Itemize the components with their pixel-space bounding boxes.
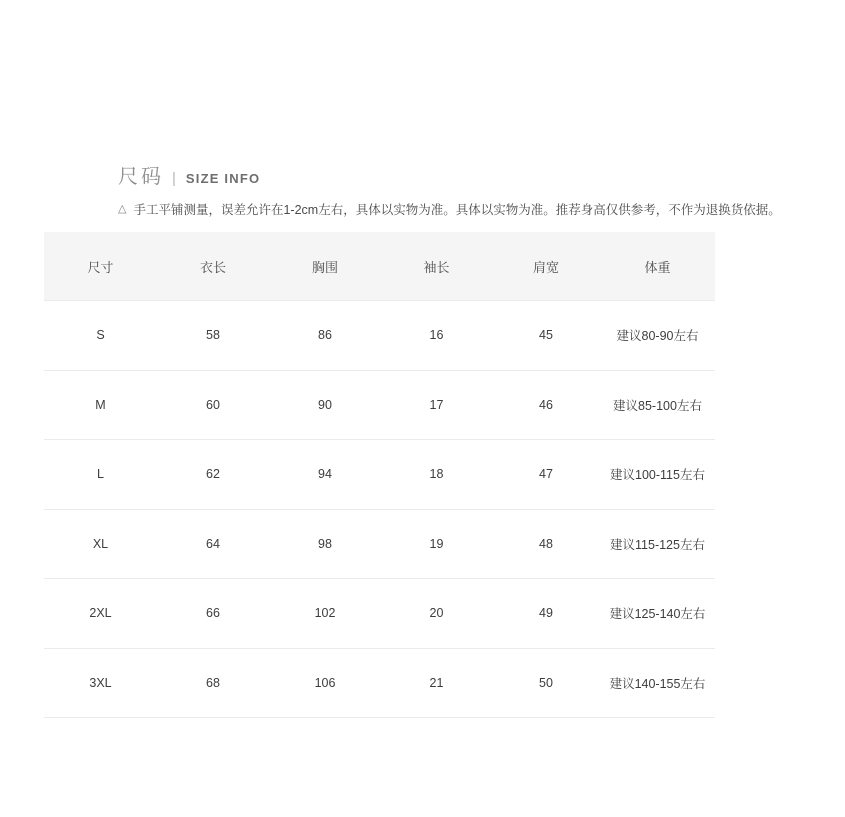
column-header-weight: 体重: [600, 232, 715, 301]
cell-shoulder: 46: [492, 370, 600, 440]
cell-size: L: [44, 440, 157, 510]
heading-title-cn: 尺码: [118, 166, 164, 188]
triangle-icon: △: [118, 202, 127, 215]
section-heading: [118, 160, 260, 189]
cell-shoulder: 49: [492, 579, 600, 649]
cell-size: S: [44, 301, 157, 371]
measurement-note: [118, 200, 781, 218]
cell-weight: 建议80-90左右: [600, 301, 715, 371]
size-table: [44, 232, 715, 718]
cell-weight: 建议85-100左右: [600, 370, 715, 440]
size-table-body: [44, 301, 715, 718]
table-row: [44, 370, 715, 440]
cell-length: 68: [157, 648, 269, 718]
measurement-note-text: 手工平铺测量，误差允许在1-2cm左右，具体以实物为准。具体以实物为准。推荐身高仅供参考，不作为退换货依据。: [133, 203, 781, 217]
cell-sleeve: 18: [381, 440, 492, 510]
cell-weight: 建议100-115左右: [600, 440, 715, 510]
cell-bust: 106: [269, 648, 381, 718]
cell-size: 2XL: [44, 579, 157, 649]
table-row: [44, 440, 715, 510]
column-header-length: 衣长: [157, 232, 269, 301]
cell-shoulder: 48: [492, 509, 600, 579]
cell-length: 60: [157, 370, 269, 440]
table-row: [44, 579, 715, 649]
table-row: [44, 648, 715, 718]
cell-bust: 86: [269, 301, 381, 371]
size-table-wrapper: [44, 232, 715, 718]
cell-length: 58: [157, 301, 269, 371]
cell-shoulder: 47: [492, 440, 600, 510]
cell-bust: 102: [269, 579, 381, 649]
column-header-size: 尺寸: [44, 232, 157, 301]
cell-size: M: [44, 370, 157, 440]
cell-bust: 94: [269, 440, 381, 510]
cell-sleeve: 16: [381, 301, 492, 371]
column-header-sleeve: 袖长: [381, 232, 492, 301]
cell-shoulder: 50: [492, 648, 600, 718]
table-row: [44, 509, 715, 579]
cell-size: 3XL: [44, 648, 157, 718]
cell-shoulder: 45: [492, 301, 600, 371]
table-header-row: [44, 232, 715, 301]
cell-sleeve: 20: [381, 579, 492, 649]
heading-title-en: SIZE INFO: [185, 171, 261, 186]
cell-bust: 98: [269, 509, 381, 579]
cell-sleeve: 21: [381, 648, 492, 718]
cell-length: 66: [157, 579, 269, 649]
size-table-head: [44, 232, 715, 301]
cell-size: XL: [44, 509, 157, 579]
cell-sleeve: 19: [381, 509, 492, 579]
cell-bust: 90: [269, 370, 381, 440]
table-row: [44, 301, 715, 371]
cell-length: 62: [157, 440, 269, 510]
heading-divider: |: [172, 170, 176, 187]
cell-weight: 建议115-125左右: [600, 509, 715, 579]
column-header-shoulder: 肩宽: [492, 232, 600, 301]
cell-weight: 建议140-155左右: [600, 648, 715, 718]
cell-length: 64: [157, 509, 269, 579]
column-header-bust: 胸围: [269, 232, 381, 301]
cell-sleeve: 17: [381, 370, 492, 440]
cell-weight: 建议125-140左右: [600, 579, 715, 649]
